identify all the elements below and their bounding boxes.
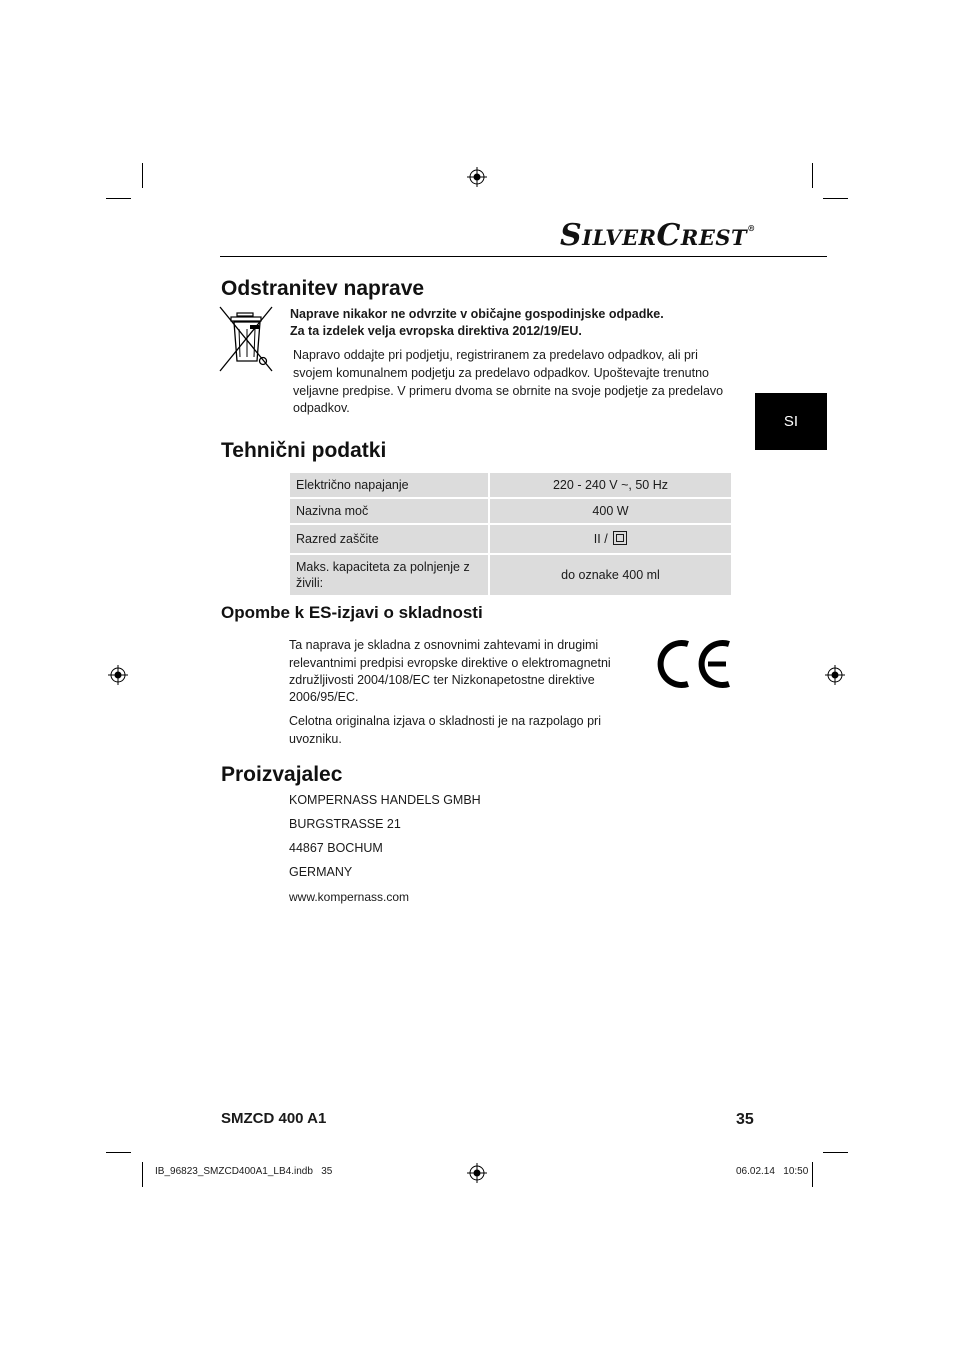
table-row	[290, 555, 731, 595]
registration-mark-icon	[467, 1163, 487, 1183]
spec-value-cell	[490, 525, 731, 553]
crop-mark	[106, 1152, 131, 1153]
manufacturer-heading: Proizvajalec	[221, 763, 343, 786]
manufacturer-line: GERMANY	[289, 865, 353, 879]
registration-mark-icon	[108, 665, 128, 685]
spec-value: 400 W	[490, 499, 731, 523]
conformity-heading: Opombe k ES-izjavi o skladnosti	[221, 603, 483, 622]
manufacturer-line: BURGSTRASSE 21	[289, 817, 401, 831]
page-number: 35	[736, 1111, 754, 1128]
crop-mark	[812, 163, 813, 188]
conformity-body-line: 2006/95/EC.	[289, 690, 359, 704]
spec-value: 220 - 240 V ~, 50 Hz	[490, 473, 731, 497]
protection-class-ii-icon	[613, 531, 627, 545]
crop-mark	[106, 198, 131, 199]
spec-label-line: Maks. kapaciteta za polnjenje z	[296, 560, 470, 574]
technical-heading: Tehnični podatki	[221, 439, 387, 462]
conformity-body-line: združljivosti 2004/108/EC ter Nizkonapetostne direktive	[289, 673, 595, 687]
spec-label: Električno napajanje	[290, 473, 490, 497]
disposal-heading: Odstranitev naprave	[221, 277, 425, 300]
manufacturer-line: KOMPERNASS HANDELS GMBH	[289, 793, 481, 807]
crop-mark	[142, 163, 143, 188]
language-tab: SI	[755, 393, 827, 450]
spec-value: do oznake 400 ml	[490, 555, 731, 595]
conformity-body-line: uvozniku.	[289, 732, 342, 746]
conformity-body-line: Ta naprava je skladna z osnovnimi zahtevami in drugimi	[289, 638, 599, 652]
silvercrest-logo: SILVERCREST®	[560, 218, 756, 253]
disposal-body-line: odpadkov.	[293, 401, 350, 415]
crop-mark	[812, 1162, 813, 1187]
manufacturer-line: 44867 BOCHUM	[289, 841, 383, 855]
registration-mark-icon	[467, 167, 487, 187]
spec-label-cell	[290, 555, 490, 595]
spec-label: Nazivna moč	[290, 499, 490, 523]
disposal-body-line: veljavne predpise. V primeru dvoma se obrnite na svoje podjetje za predelavo	[293, 384, 724, 398]
table-row	[290, 473, 731, 497]
print-date-time: 06.02.14 10:50	[736, 1166, 809, 1177]
manufacturer-website: www.kompernass.com	[289, 890, 410, 904]
ce-mark-icon	[655, 638, 733, 690]
disposal-body-line: svojem komunalnem podjetju za predelavo odpadkov. Upoštevajte trenutno	[293, 366, 709, 380]
disposal-warning-line-1: Naprave nikakor ne odvrzite v običajne gospodinjske odpadke.	[290, 307, 664, 321]
conformity-body-line: Celotna originalna izjava o skladnosti je na razpolago pri	[289, 714, 601, 728]
table-row	[290, 525, 731, 553]
spec-value: II /	[593, 532, 608, 546]
disposal-body-line: Napravo oddajte pri podjetju, registriranem za predelavo odpadkov, ali pri	[293, 348, 698, 362]
spec-label-line: živili:	[296, 576, 324, 590]
header-rule	[220, 256, 827, 257]
crossed-out-wheelie-bin-icon	[217, 305, 275, 373]
crop-mark	[823, 198, 848, 199]
file-info: IB_96823_SMZCD400A1_LB4.indb 35	[155, 1166, 333, 1177]
table-row	[290, 499, 731, 523]
disposal-warning-line-2: Za ta izdelek velja evropska direktiva 2012/19/EU.	[290, 324, 582, 338]
registration-mark-icon	[825, 665, 845, 685]
crop-mark	[142, 1162, 143, 1187]
conformity-body-line: relevantnimi predpisi evropske direktive o elektromagnetni	[289, 656, 611, 670]
crop-mark	[823, 1152, 848, 1153]
technical-data-table	[290, 471, 731, 597]
spec-label: Razred zaščite	[290, 525, 490, 553]
model-number: SMZCD 400 A1	[221, 1110, 327, 1127]
